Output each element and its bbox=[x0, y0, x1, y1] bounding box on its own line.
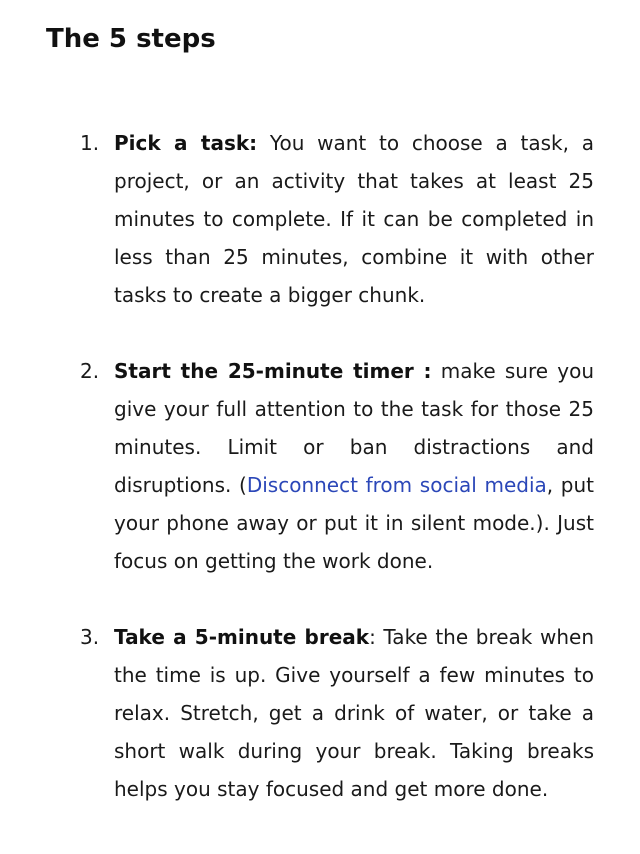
section-heading: The 5 steps bbox=[46, 24, 216, 54]
step-title: Take a 5-minute break bbox=[114, 625, 370, 649]
steps-list bbox=[0, 124, 640, 808]
step-body: You want to choose a task, a project, or an activity that takes at least 25 minutes to complete. If it can be completed in less than 25 minutes, combine it with other tasks to create a bigger chunk. bbox=[114, 131, 594, 307]
step-body: : Take the break when the time is up. Give yourself a few minutes to relax. Stretch, get a drink of water, or take a short walk during your break. Taking breaks helps you stay focused and get more done. bbox=[114, 625, 594, 801]
step-number: 1. bbox=[80, 131, 100, 155]
step-item-2 bbox=[0, 352, 640, 580]
step-number: 3. bbox=[80, 625, 100, 649]
step-item-3 bbox=[0, 618, 640, 808]
step-title: Start the 25-minute timer : bbox=[114, 359, 432, 383]
step-title: Pick a task: bbox=[114, 131, 258, 155]
social-media-link[interactable]: Disconnect from social media bbox=[246, 473, 547, 497]
step-body-continued: , put your phone away or put it in silent mode.). Just focus on getting the work done. bbox=[114, 473, 594, 573]
step-number: 2. bbox=[80, 359, 100, 383]
step-item-1 bbox=[0, 124, 640, 314]
step-body: make sure you give your full attention to the task for those 25 minutes. Limit or ban distractions and disruptions. ( bbox=[114, 359, 594, 497]
